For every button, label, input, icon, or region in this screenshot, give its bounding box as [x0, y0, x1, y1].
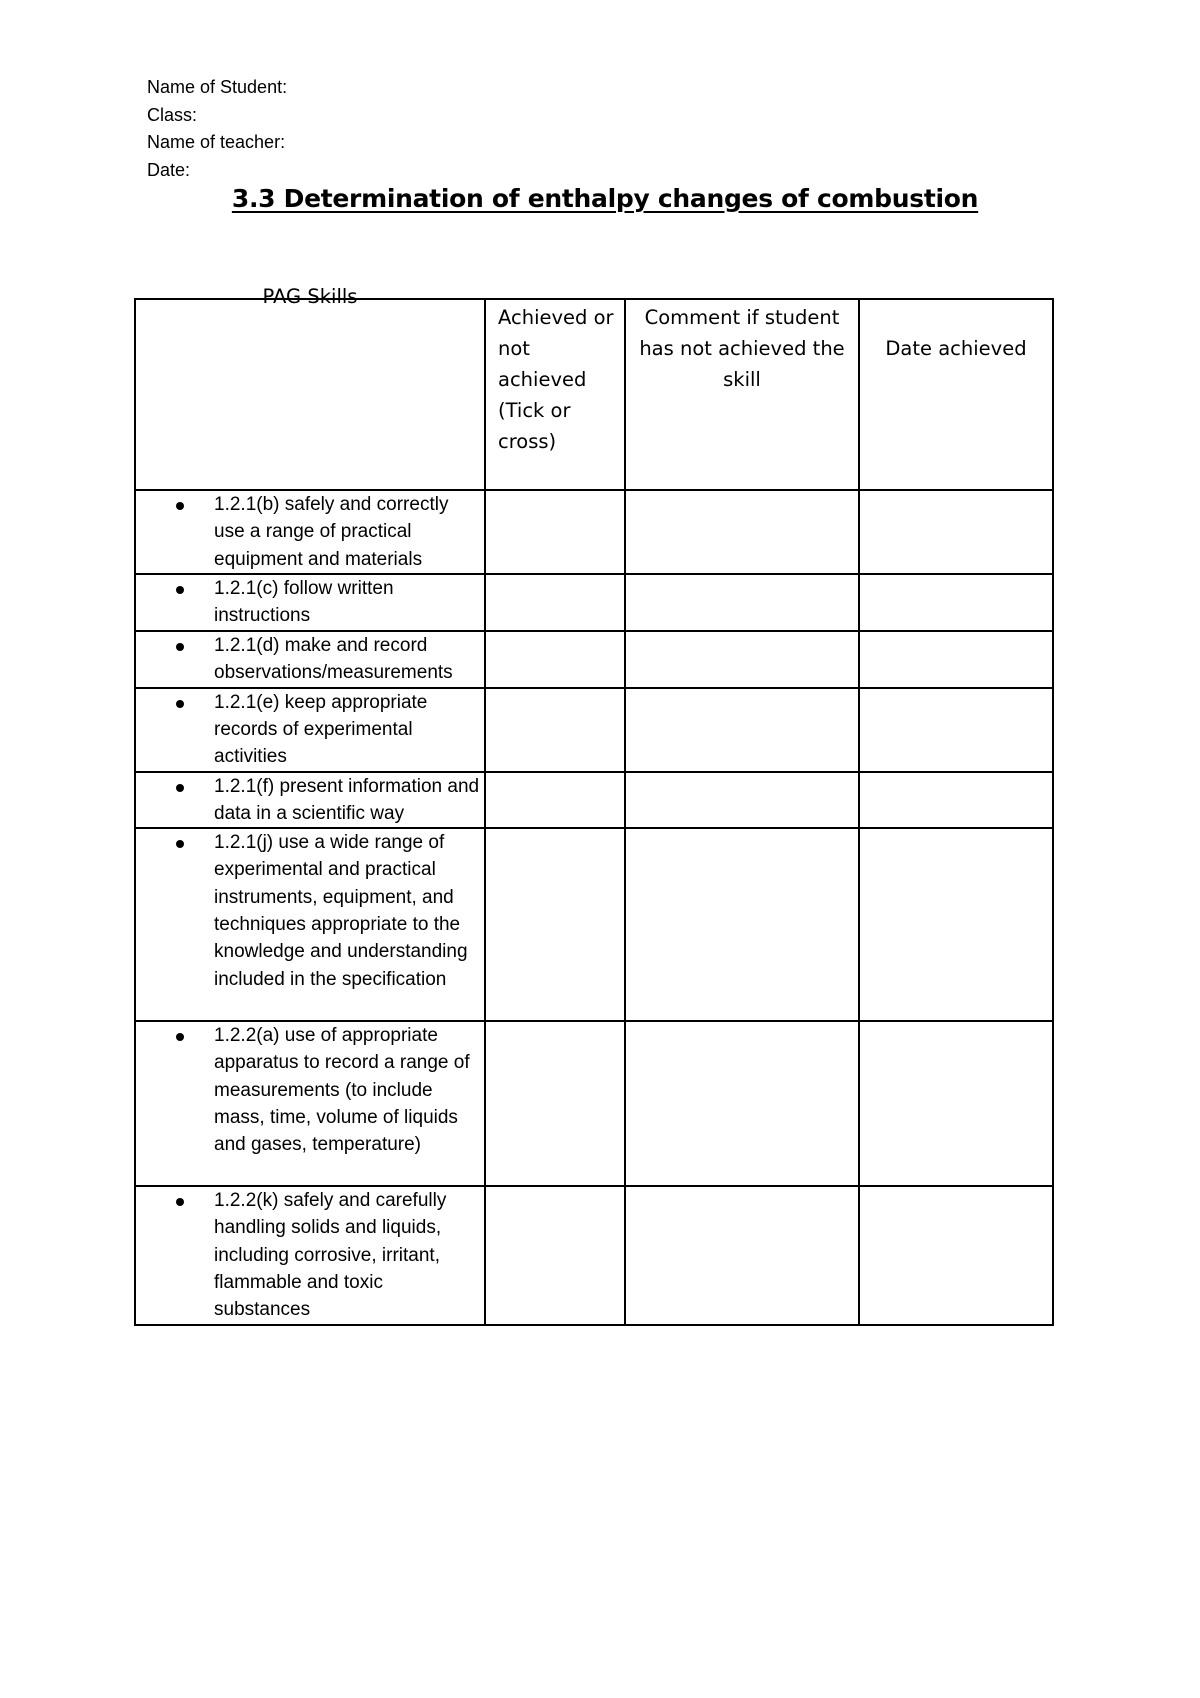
comment-cell[interactable] [625, 631, 859, 688]
achieved-cell[interactable] [485, 1021, 625, 1186]
teacher-name-label: Name of teacher: [147, 132, 286, 152]
comment-cell[interactable] [625, 574, 859, 631]
skill-text: 1.2.2(a) use of appropriate apparatus to record a range of measurements (to include mass, time, volume of liquids and gases, temperature) [214, 1025, 470, 1156]
bullet-icon [176, 1033, 184, 1041]
skill-text: 1.2.2(k) safely and carefully handling solids and liquids, including corrosive, irritant, flammable and toxic substances [214, 1190, 447, 1321]
document-title: 3.3 Determination of enthalpy changes of combustion [231, 184, 979, 213]
skill-text: 1.2.1(c) follow written instructions [214, 578, 394, 627]
comment-cell[interactable] [625, 772, 859, 829]
date-achieved-cell[interactable] [859, 574, 1053, 631]
skill-cell [135, 772, 485, 829]
bullet-icon [176, 784, 184, 792]
pag-skills-table [134, 285, 1054, 1326]
table-row [135, 688, 1053, 772]
table-header-row [135, 299, 1053, 490]
bullet-icon [176, 502, 184, 510]
table-row [135, 1021, 1053, 1186]
table-row [135, 1186, 1053, 1324]
skill-cell [135, 490, 485, 574]
achieved-cell[interactable] [485, 772, 625, 829]
skill-text: 1.2.1(f) present information and data in a scientific way [214, 775, 480, 824]
achieved-cell[interactable] [485, 631, 625, 688]
student-info-block [147, 74, 287, 184]
table-row [135, 490, 1053, 574]
skill-cell [135, 574, 485, 631]
skill-text: 1.2.1(j) use a wide range of experimental and practical instruments, equipment, and techniques appropriate to the knowledge and understanding included in the specification [214, 832, 468, 990]
date-achieved-cell[interactable] [859, 631, 1053, 688]
date-achieved-cell[interactable] [859, 828, 1053, 1021]
skill-text: 1.2.1(b) safely and correctly use a range of practical equipment and materials [214, 494, 449, 570]
achieved-cell[interactable] [485, 1186, 625, 1324]
column-header-achieved: Achieved or not achieved (Tick or cross) [485, 299, 625, 490]
bullet-icon [176, 643, 184, 651]
table-row [135, 631, 1053, 688]
skill-text: 1.2.1(d) make and record observations/measurements [214, 634, 453, 683]
bullet-icon [176, 840, 184, 848]
column-header-pag-skills: PAG Skills [135, 299, 485, 490]
column-header-date-achieved: Date achieved [859, 299, 1053, 490]
comment-cell[interactable] [625, 688, 859, 772]
bullet-icon [176, 1198, 184, 1206]
skill-cell [135, 1021, 485, 1186]
skill-cell [135, 688, 485, 772]
table-row [135, 574, 1053, 631]
comment-cell[interactable] [625, 490, 859, 574]
date-label: Date: [147, 159, 191, 180]
comment-cell[interactable] [625, 828, 859, 1021]
date-achieved-cell[interactable] [859, 772, 1053, 829]
class-label: Class: [147, 104, 198, 125]
comment-cell[interactable] [625, 1186, 859, 1324]
table-row [135, 828, 1053, 1021]
table-row [135, 772, 1053, 829]
date-achieved-cell[interactable] [859, 1186, 1053, 1324]
achieved-cell[interactable] [485, 574, 625, 631]
bullet-icon [176, 586, 184, 594]
comment-cell[interactable] [625, 1021, 859, 1186]
date-achieved-cell[interactable] [859, 490, 1053, 574]
skill-cell [135, 1186, 485, 1324]
skill-cell [135, 828, 485, 1021]
achieved-cell[interactable] [485, 828, 625, 1021]
achieved-cell[interactable] [485, 490, 625, 574]
student-name-label: Name of Student: [147, 77, 288, 97]
date-achieved-cell[interactable] [859, 688, 1053, 772]
achieved-cell[interactable] [485, 688, 625, 772]
column-header-comment: Comment if student has not achieved the skill [625, 299, 859, 490]
skill-cell [135, 631, 485, 688]
date-achieved-cell[interactable] [859, 1021, 1053, 1186]
bullet-icon [176, 700, 184, 708]
skill-text: 1.2.1(e) keep appropriate records of experimental activities [214, 691, 428, 768]
